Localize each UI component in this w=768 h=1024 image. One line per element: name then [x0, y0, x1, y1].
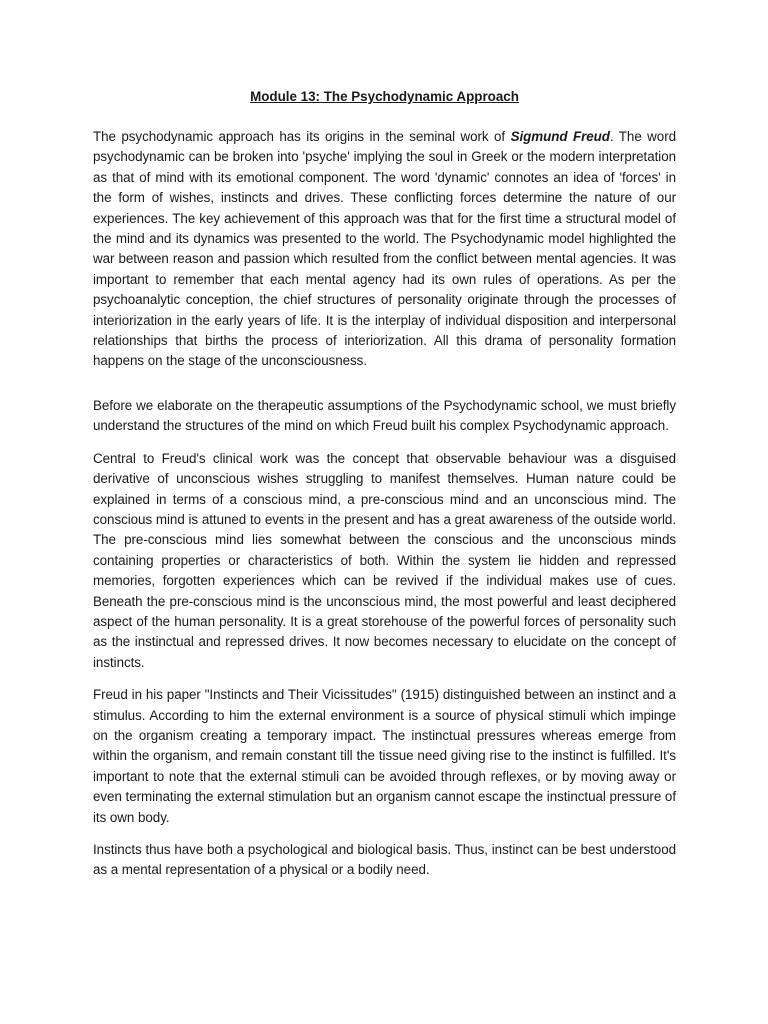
page-title: Module 13: The Psychodynamic Approach	[250, 89, 519, 104]
emphasized-name: Sigmund Freud	[510, 129, 610, 144]
paragraph-origins	[93, 127, 676, 372]
paragraph-text: The psychodynamic approach has its origins in the seminal work of	[93, 129, 511, 144]
paragraph-text: . The word psychodynamic can be broken into 'psyche' implying the soul in Greek or the modern interpretation as that of mind with its emotional component. The word 'dynamic' connotes an idea of 'forces' in the form of wishes, instincts and drives. These conflicting forces determine the nature of our experiences. The key achievement of this approach was that for the first time a structural model of the mind and its dynamics was presented to the world. The Psychodynamic model highlighted the war between reason and passion which resulted from the conflict between mental agencies. It was important to remember that each mental agency had its own rules of operations. As per the psychoanalytic conception, the chief structures of personality originate through the processes of interiorization in the early years of life. It is the interplay of individual disposition and interpersonal relationships that births the process of interiorization. All this drama of personality formation happens on the stage of the unconsciousness.	[93, 129, 677, 369]
paragraph-instincts: Freud in his paper "Instincts and Their Vicissitudes" (1915) distinguished between an instinct and a stimulus. According to him the external environment is a source of physical stimuli which impinge on the organism creating a temporary impact. The instinctual pressures whereas emerge from within the organism, and remain constant till the tissue need giving rise to the instinct is fulfilled. It's important to note that the external stimuli can be avoided through reflexes, or by moving away or even terminating the external stimulation but an organism cannot escape the instinctual pressure of its own body.	[93, 687, 676, 825]
paragraph-minds: Central to Freud's clinical work was the concept that observable behaviour was a disguised derivative of unconscious wishes struggling to manifest themselves. Human nature could be explained in terms of a conscious mind, a pre-conscious mind and an unconscious mind. The conscious mind is attuned to events in the present and has a great awareness of the outside world. The pre-conscious mind lies somewhat between the conscious and the unconscious minds containing properties or characteristics of both. Within the system lie hidden and repressed memories, forgotten experiences which can be revived if the individual makes use of cues. Beneath the pre-conscious mind is the unconscious mind, the most powerful and least deciphered aspect of the human personality. It is a great storehouse of the powerful forces of personality such as the instinctual and repressed drives. It now becomes necessary to elucidate on the concept of instincts.	[93, 450, 676, 670]
paragraph-structures: Before we elaborate on the therapeutic assumptions of the Psychodynamic school, we must briefly understand the structures of the mind on which Freud built his complex Psychodynamic approach.	[93, 397, 676, 434]
paragraph-basis: Instincts thus have both a psychological and biological basis. Thus, instinct can be best understood as a mental representation of a physical or a bodily need.	[93, 842, 676, 878]
